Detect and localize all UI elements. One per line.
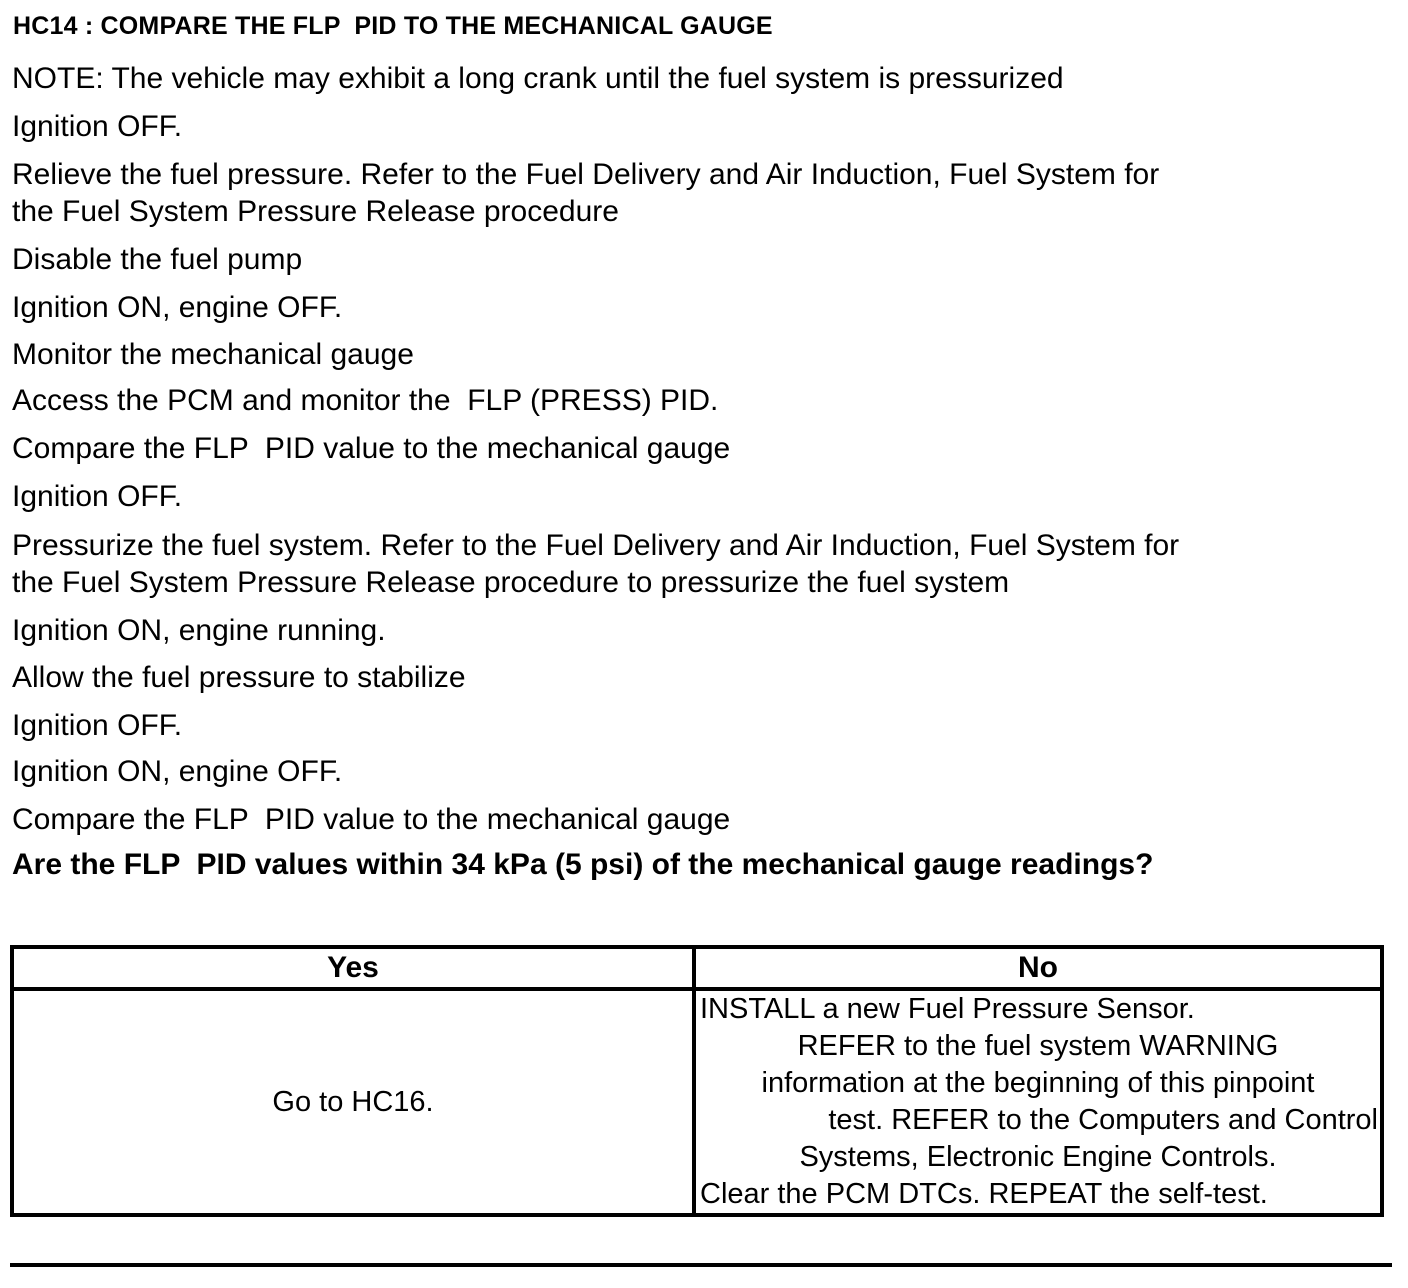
step-text: Access the PCM and monitor the FLP (PRESS) PID.	[12, 384, 719, 417]
no-action-line: Clear the PCM DTCs. REPEAT the self-test.	[700, 1178, 1268, 1210]
page-title: HC14 : COMPARE THE FLP PID TO THE MECHANICAL GAUGE	[13, 12, 773, 40]
yes-header: Yes	[12, 947, 694, 989]
no-action-line: Systems, Electronic Engine Controls.	[799, 1141, 1277, 1173]
step-text: Compare the FLP PID value to the mechanical gauge	[12, 432, 731, 465]
no-action-line: REFER to the fuel system WARNING	[797, 1030, 1279, 1062]
step-text: Ignition ON, engine OFF.	[12, 755, 343, 788]
step-text-continued: the Fuel System Pressure Release procedure to pressurize the fuel system	[12, 566, 1010, 599]
step-text: Compare the FLP PID value to the mechanical gauge	[12, 803, 731, 836]
step-text: Ignition OFF.	[12, 709, 183, 742]
step-text: Ignition ON, engine running.	[12, 614, 386, 647]
step-text-continued: the Fuel System Pressure Release procedure	[12, 195, 619, 228]
step-text: Allow the fuel pressure to stabilize	[12, 661, 466, 694]
step-text: Disable the fuel pump	[12, 243, 303, 276]
bottom-divider	[10, 1263, 1392, 1267]
step-text: Ignition OFF.	[12, 480, 183, 513]
test-question: Are the FLP PID values within 34 kPa (5 psi) of the mechanical gauge readings?	[12, 848, 1154, 881]
note-text: NOTE: The vehicle may exhibit a long crank until the fuel system is pressurized	[12, 62, 1064, 95]
yes-action-text: Go to HC16.	[272, 1085, 434, 1118]
result-table	[10, 945, 1384, 1217]
result-table-header-row	[12, 947, 1382, 989]
step-text: Pressurize the fuel system. Refer to the Fuel Delivery and Air Induction, Fuel System for	[12, 529, 1180, 562]
no-action-line: INSTALL a new Fuel Pressure Sensor.	[700, 993, 1195, 1025]
step-text: Ignition ON, engine OFF.	[12, 291, 343, 324]
no-action-line: test. REFER to the Computers and Control	[828, 1104, 1378, 1136]
step-text: Ignition OFF.	[12, 110, 183, 143]
step-text: Monitor the mechanical gauge	[12, 338, 414, 371]
no-action-cell	[694, 989, 1382, 1215]
yes-action-cell	[12, 989, 694, 1215]
no-action-line: information at the beginning of this pinpoint	[761, 1067, 1315, 1099]
result-table-row	[12, 989, 1382, 1215]
no-header: No	[694, 947, 1382, 989]
step-text: Relieve the fuel pressure. Refer to the Fuel Delivery and Air Induction, Fuel System for	[12, 158, 1160, 191]
